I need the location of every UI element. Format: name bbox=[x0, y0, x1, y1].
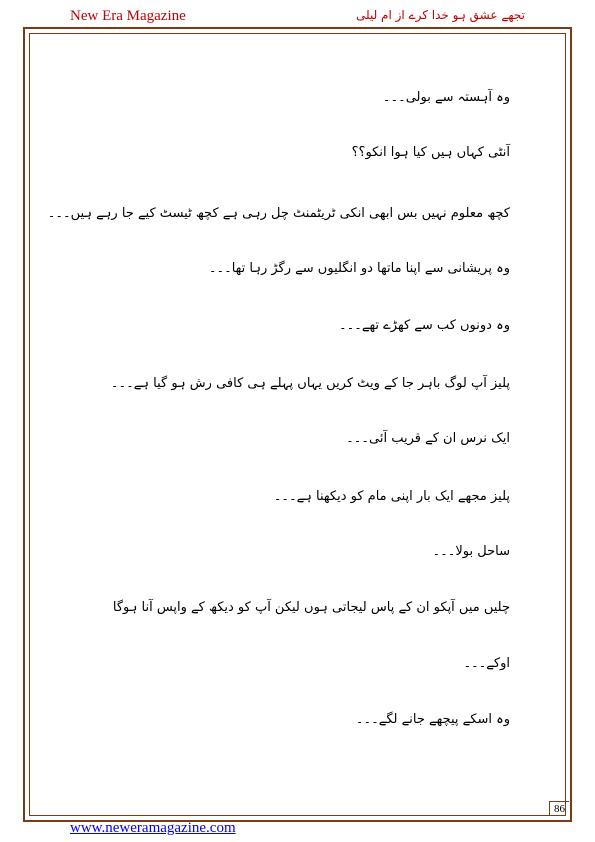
magazine-name: New Era Magazine bbox=[70, 8, 186, 24]
text-line: وہ پریشانی سے اپنا ماتھا دو انگلیوں سے رگڑ رہا تھا۔۔۔ bbox=[208, 261, 510, 276]
text-line: وہ اسکے پیچھے جانے لگے۔۔۔ bbox=[355, 712, 510, 727]
text-line: چلیں میں آپکو ان کے پاس لیجاتی ہوں لیکن آپ کو دیکھ کے واپس آنا ہوگا bbox=[112, 600, 510, 615]
text-line: اوکے۔۔۔ bbox=[463, 656, 510, 671]
text-line: پلیز مجھے ایک بار اپنی مام کو دیکھنا ہے۔۔۔ bbox=[273, 489, 510, 504]
text-line: وہ دونوں کب سے کھڑے تھے۔۔۔ bbox=[338, 318, 510, 333]
text-line: پلیز آپ لوگ باہر جا کے ویٹ کریں یہاں پہلے ہی کافی رش ہو گیا ہے۔۔۔ bbox=[110, 376, 510, 391]
text-line: ایک نرس ان کے قریب آئی۔۔۔ bbox=[346, 431, 510, 446]
text-line: ساحل بولا۔۔۔ bbox=[432, 544, 510, 559]
page-number: 86 bbox=[549, 801, 569, 816]
text-line: آنٹی کہاں ہیں کیا ہوا انکو؟؟ bbox=[351, 145, 510, 160]
story-title: تجھے عشق ہو خدا کرے از ام لیلی bbox=[355, 8, 525, 22]
text-line: کچھ معلوم نہیں بس ابھی انکی ٹریٹمنٹ چل رہی ہے کچھ ٹیسٹ کیے جا رہے ہیں۔۔۔ bbox=[47, 206, 510, 221]
website-link[interactable]: www.neweramagazine.com bbox=[70, 820, 236, 836]
text-line: وہ آہستہ سے بولی۔۔۔ bbox=[382, 90, 510, 105]
